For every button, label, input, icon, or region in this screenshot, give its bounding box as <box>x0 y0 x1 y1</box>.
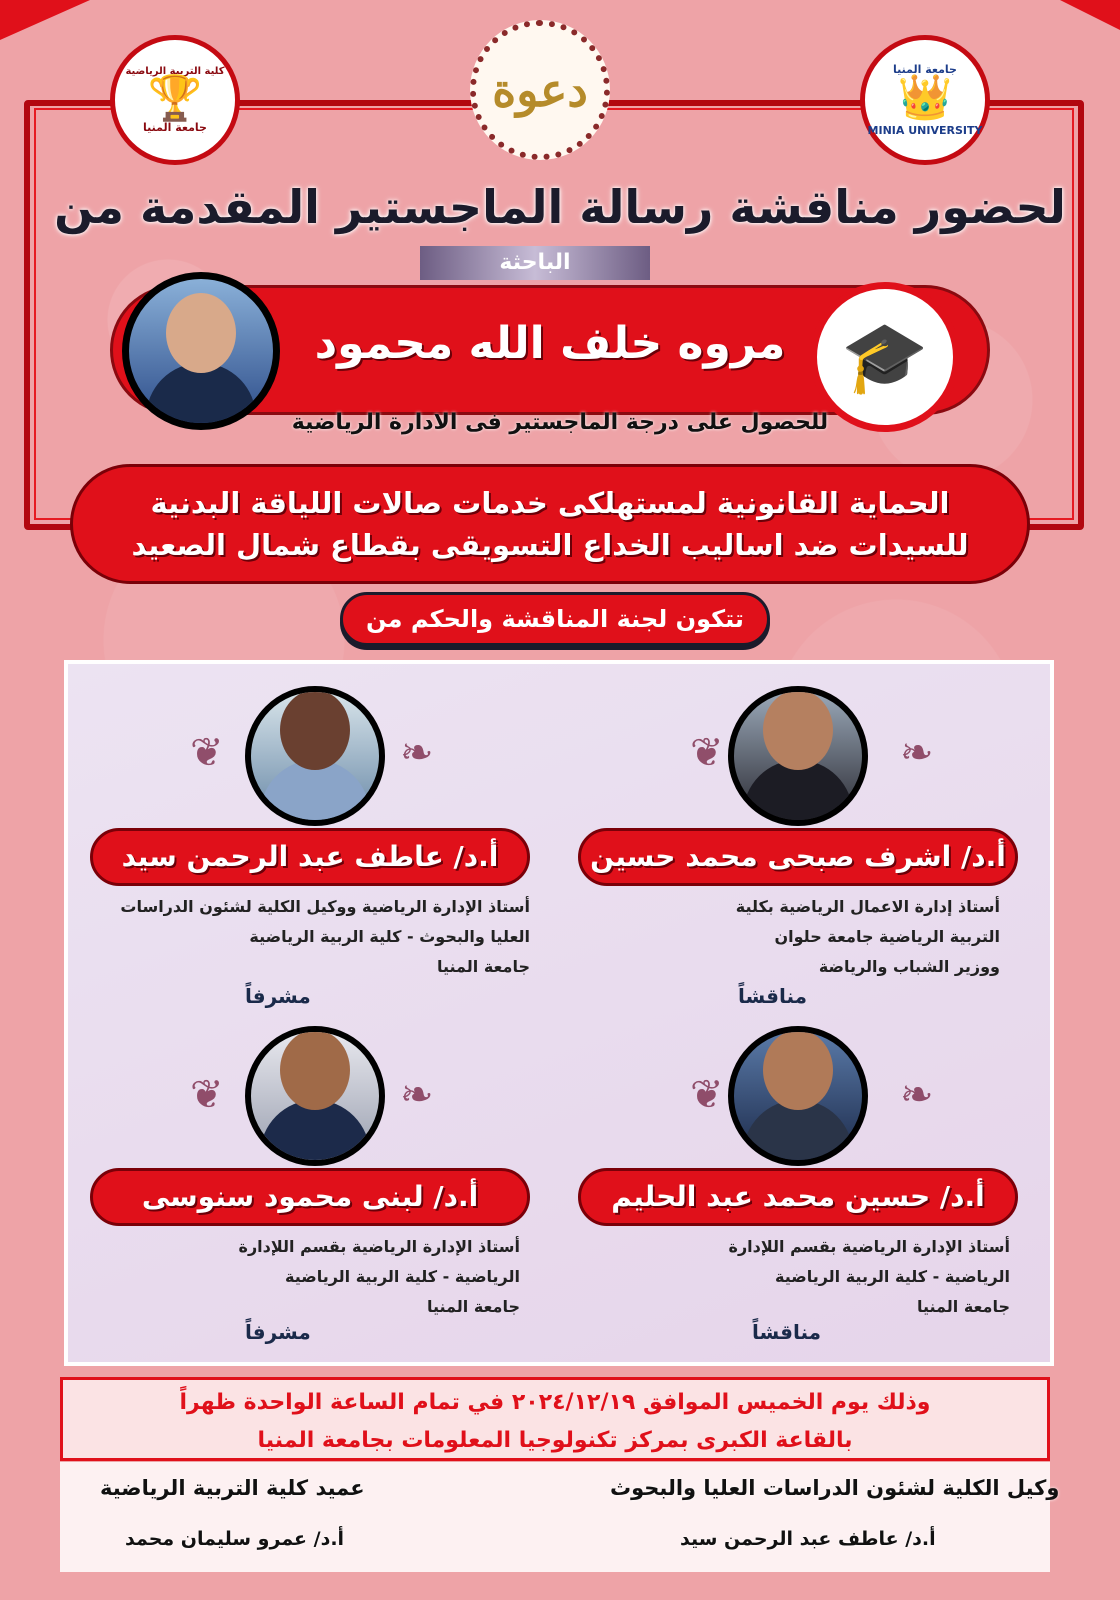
member-face <box>763 1030 833 1110</box>
member-desc-line: جامعة المنيا <box>916 1297 1010 1316</box>
event-details <box>60 1377 1050 1461</box>
dean-name: أ.د/ عمرو سليمان محمد <box>125 1528 345 1550</box>
degree-text: للحصول على درجة الماجستير فى الادارة الرياضية <box>291 410 829 435</box>
member-role-atef: مشرفاً <box>245 984 311 1008</box>
thesis-title-line2: للسيدات ضد اساليب الخداع التسويقى بقطاع شمال الصعيد <box>131 528 969 562</box>
faculty-logo <box>110 35 240 165</box>
member-desc-ashraf <box>600 892 1000 982</box>
member-desc-line: جامعة المنيا <box>426 1297 520 1316</box>
researcher-photo <box>122 272 280 430</box>
member-desc-line: أستاذ إدارة الاعمال الرياضية بكلية <box>735 897 1000 916</box>
flower-decoration-icon: ❧ <box>400 1072 434 1118</box>
member-name-atef: أ.د/ عاطف عبد الرحمن سيد <box>90 828 530 886</box>
member-desc-line: الرياضية - كلية الربية الرياضية <box>285 1267 520 1286</box>
member-desc-line: العليا والبحوث - كلية الربية الرياضية <box>249 927 530 946</box>
invitation-logo <box>470 20 610 160</box>
member-desc-line: التربية الرياضية جامعة حلوان <box>774 927 1000 946</box>
event-date-line: وذلك يوم الخميس الموافق ٢٠٢٤/١٢/١٩ في تمام الساعة الواحدة ظهراً <box>179 1390 931 1415</box>
member-face <box>280 690 350 770</box>
faculty-logo-top-text: كلية التربية الرياضية <box>125 66 225 77</box>
event-location-line: بالقاعة الكبرى بمركز تكنولوجيا المعلومات بجامعة المنيا <box>257 1428 853 1453</box>
member-face <box>763 690 833 770</box>
flower-decoration-icon: ❦ <box>690 730 724 776</box>
researcher-name: مروه خلف الله محمود <box>314 318 786 369</box>
dean-title: عميد كلية التربية الرياضية <box>100 1476 365 1500</box>
member-role-hussein: مناقشاً <box>752 1320 822 1344</box>
committee-title: تتكون لجنة المناقشة والحكم من <box>340 592 770 646</box>
member-face <box>280 1030 350 1110</box>
flower-decoration-icon: ❦ <box>190 1072 224 1118</box>
thesis-title-box <box>70 464 1030 584</box>
university-logo-arabic: جامعة المنيا <box>893 63 957 76</box>
flower-decoration-icon: ❦ <box>190 730 224 776</box>
member-desc-line: أستاذ الإدارة الرياضية بقسم اللإدارة <box>728 1237 1010 1256</box>
member-desc-line: الرياضية - كلية الربية الرياضية <box>775 1267 1010 1286</box>
invitation-calligraphy: دعوة <box>492 63 588 117</box>
university-logo <box>860 35 990 165</box>
corner-decoration-right <box>1060 0 1120 30</box>
faculty-logo-bottom-text: جامعة المنيا <box>143 121 207 134</box>
nefertiti-icon: 👑 <box>897 72 953 123</box>
corner-decoration-left <box>0 0 90 40</box>
flower-decoration-icon: ❧ <box>900 1072 934 1118</box>
member-desc-lobna <box>120 1232 520 1322</box>
member-name-lobna: أ.د/ لبنى محمود سنوسى <box>90 1168 530 1226</box>
member-name-hussein: أ.د/ حسين محمد عبد الحليم <box>578 1168 1018 1226</box>
member-photo-lobna <box>245 1026 385 1166</box>
university-logo-label: MINIA UNIVERSITY <box>867 124 983 137</box>
member-role-lobna: مشرفاً <box>245 1320 311 1344</box>
member-photo-hussein <box>728 1026 868 1166</box>
member-desc-hussein <box>600 1232 1010 1322</box>
flower-decoration-icon: ❦ <box>690 1072 724 1118</box>
member-name-ashraf: أ.د/ اشرف صبحى محمد حسين <box>578 828 1018 886</box>
member-role-ashraf: مناقشاً <box>738 984 808 1008</box>
vice-dean-title: وكيل الكلية لشئون الدراسات العليا والبحوث <box>610 1476 1060 1500</box>
member-desc-line: جامعة المنيا <box>436 957 530 976</box>
mortarboard-icon: 🎓 <box>841 315 929 398</box>
member-desc-atef <box>90 892 530 982</box>
member-photo-ashraf <box>728 686 868 826</box>
vice-dean-name: أ.د/ عاطف عبد الرحمن سيد <box>680 1528 936 1550</box>
member-desc-line: أستاذ الإدارة الرياضية ووكيل الكلية لشئون الدراسات <box>120 897 530 916</box>
researcher-face <box>166 293 236 373</box>
member-desc-line: ووزير الشباب والرياضة <box>818 957 1000 976</box>
member-desc-line: أستاذ الإدارة الرياضية بقسم اللإدارة <box>238 1237 520 1256</box>
trophy-icon: 🏆 <box>147 73 203 124</box>
researcher-label: الباحثة <box>420 246 650 280</box>
flower-decoration-icon: ❧ <box>400 730 434 776</box>
thesis-title-line1: الحماية القانونية لمستهلكى خدمات صالات اللياقة البدنية <box>150 485 950 520</box>
flower-decoration-icon: ❧ <box>900 730 934 776</box>
member-photo-atef <box>245 686 385 826</box>
invitation-title: لحضور مناقشة رسالة الماجستير المقدمة من <box>54 180 1066 234</box>
